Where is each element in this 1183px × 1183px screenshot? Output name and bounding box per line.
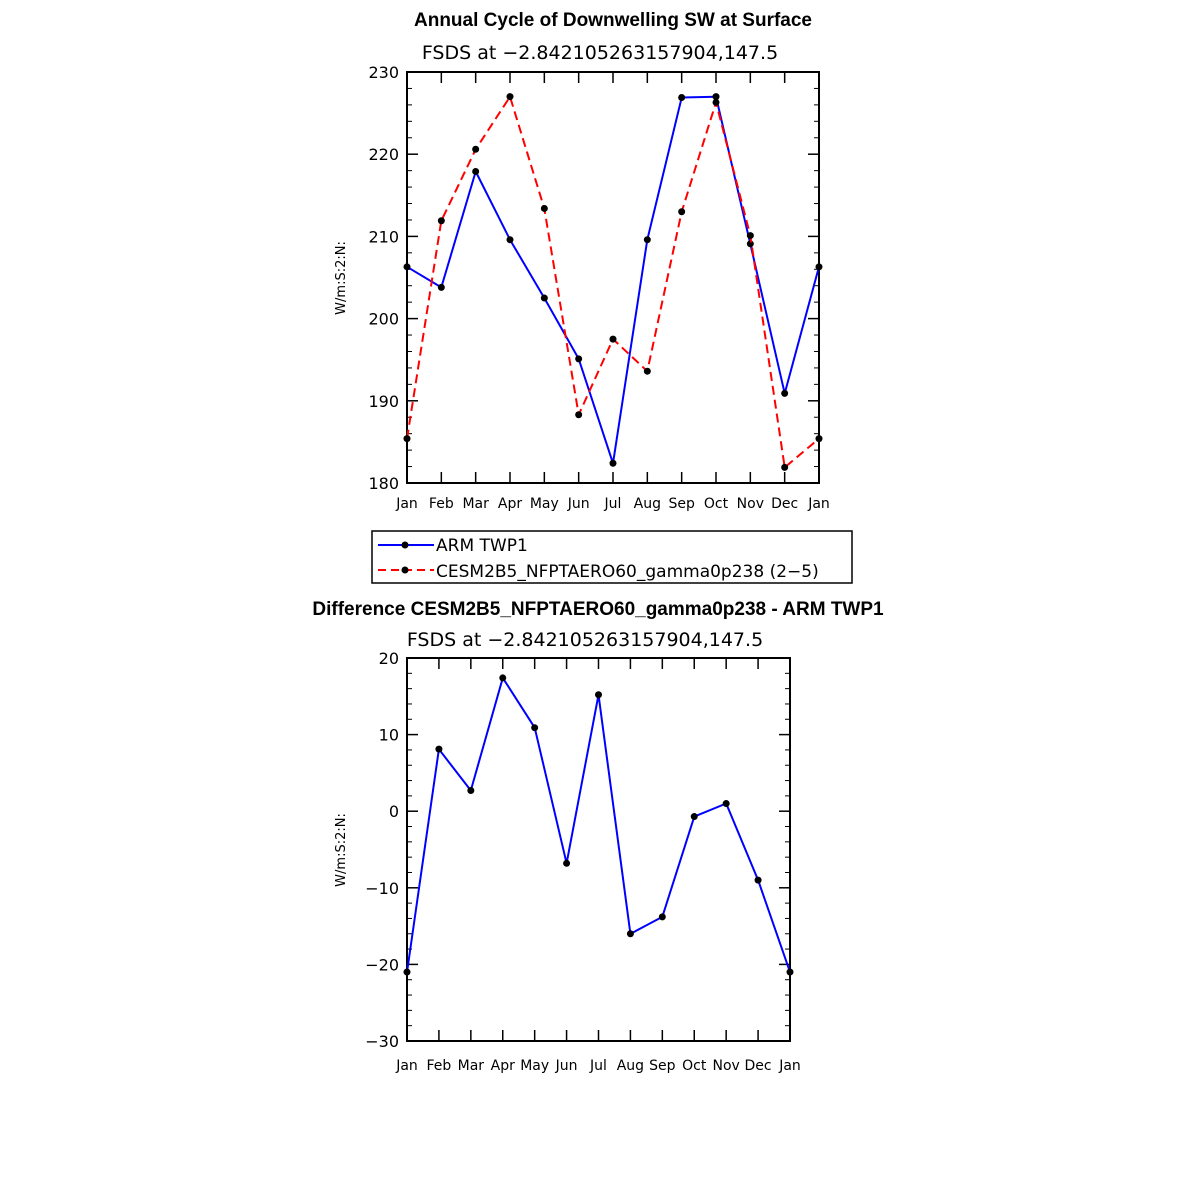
chart1-x-tick-label: Nov <box>736 496 764 512</box>
chart2-series-1-point <box>659 913 666 920</box>
chart2-series-1-point <box>467 787 474 794</box>
chart1-series-2-point <box>575 411 582 418</box>
chart1-x-tick-label: May <box>529 496 559 512</box>
chart1-series-2-point <box>781 464 788 471</box>
chart1-legend <box>372 531 852 583</box>
chart1-series-1-point <box>644 236 651 243</box>
chart2-series-1-point <box>595 691 602 698</box>
legend-label-arm: ARM TWP1 <box>436 536 528 556</box>
chart2-x-tick-label: Jan <box>396 1058 418 1074</box>
chart1-x-tick-label: Apr <box>497 496 523 512</box>
chart2-x-tick-label: Apr <box>490 1058 515 1074</box>
chart2-x-tick-label: Feb <box>426 1058 452 1074</box>
chart1-series-1-point <box>678 94 685 101</box>
chart2-x-tick-label: Jan <box>779 1058 801 1074</box>
chart1-series-2-point <box>541 205 548 212</box>
chart1-series-1-point <box>472 168 479 175</box>
legend-marker-arm <box>402 542 409 549</box>
chart1-y-tick-label: 190 <box>368 391 399 411</box>
chart1-x-tick-label: Aug <box>633 496 662 512</box>
chart2-x-tick-label: Sep <box>649 1058 676 1074</box>
chart1-series-2-point <box>404 435 411 442</box>
chart1-series-2-point <box>644 368 651 375</box>
chart2-x-tick-label: Jul <box>590 1058 607 1074</box>
chart2-x-tick-label: May <box>520 1058 550 1074</box>
chart1-y-tick-label: 230 <box>368 63 399 82</box>
chart1-x-tick-label: Mar <box>462 496 489 512</box>
chart1-series-2-point <box>472 146 479 153</box>
chart2-y-tick-label: 10 <box>378 725 399 745</box>
chart1-x-tick-label: Oct <box>703 496 729 512</box>
chart2-x-tick-label: Jun <box>555 1058 578 1074</box>
chart1-series-2-point <box>507 93 514 100</box>
chart2-series-1-point <box>531 724 538 731</box>
chart1-y-axis-label: W/m:S:2:N: <box>334 241 349 315</box>
chart1-y-tick-label: 200 <box>368 309 399 329</box>
chart2-series-1-point <box>627 930 634 937</box>
chart2-series-1-point <box>404 969 411 976</box>
chart1-x-tick-label: Sep <box>668 496 695 512</box>
chart2-series-1-point <box>691 813 698 820</box>
chart2-x-tick-label: Mar <box>457 1058 485 1074</box>
chart1-x-tick-label: Feb <box>428 496 454 512</box>
chart2-series-1-point <box>435 746 442 753</box>
chart1-series-2-point <box>816 435 823 442</box>
chart1-series-1-point <box>575 355 582 362</box>
chart2-x-tick-label: Oct <box>682 1058 707 1074</box>
chart1-series-1-point <box>816 263 823 270</box>
chart1-series-1-point <box>610 460 617 467</box>
chart2-y-tick-label: −30 <box>365 1032 399 1051</box>
chart2-title: Difference CESM2B5_NFPTAERO60_gamma0p238 - ARM TWP1 <box>312 599 884 620</box>
chart1-series-2-point <box>438 217 445 224</box>
chart1-subtitle: FSDS at −2.842105263157904,147.5 <box>421 42 779 64</box>
chart2-series-1-point <box>755 877 762 884</box>
chart1-series-2-point <box>747 232 754 239</box>
chart1-x-tick-label: Jan <box>396 496 418 512</box>
chart2-subtitle: FSDS at −2.842105263157904,147.5 <box>406 629 764 651</box>
chart1-series-1-point <box>507 236 514 243</box>
chart1-series-2-point <box>713 99 720 106</box>
chart2-x-tick-label: Aug <box>616 1058 645 1074</box>
chart1-y-tick-label: 210 <box>368 227 399 247</box>
legend-label-cesm: CESM2B5_NFPTAERO60_gamma0p238 (2−5) <box>436 562 819 582</box>
chart1-y-tick-label: 180 <box>368 474 399 493</box>
chart2-y-tick-label: 20 <box>378 649 399 668</box>
chart1-series-2-point <box>610 336 617 343</box>
legend-marker-cesm <box>402 567 409 574</box>
chart2-x-tick-label: Nov <box>712 1058 740 1074</box>
chart1-x-tick-label: Jan <box>808 496 830 512</box>
chart1-x-tick-label: Jul <box>604 496 622 512</box>
chart2-y-axis-label: W/m:S:2:N: <box>334 813 349 887</box>
chart1-series-1-point <box>541 295 548 302</box>
chart1-x-tick-label: Jun <box>567 496 590 512</box>
chart2-y-tick-label: −10 <box>365 878 399 898</box>
chart1-x-tick-label: Dec <box>771 496 799 512</box>
chart2-y-tick-label: −20 <box>365 955 399 975</box>
chart2-series-1-point <box>723 800 730 807</box>
chart1-series-1-point <box>438 284 445 291</box>
chart1-title: Annual Cycle of Downwelling SW at Surface <box>414 10 812 31</box>
chart2-y-tick-label: 0 <box>388 802 399 822</box>
chart1-series-1-point <box>781 390 788 397</box>
chart2-series-1-point <box>563 860 570 867</box>
chart2-series-1-point <box>787 969 794 976</box>
chart1-series-2-point <box>678 208 685 215</box>
chart2-x-tick-label: Dec <box>744 1058 772 1074</box>
chart1-series-1-point <box>404 263 411 270</box>
chart1-y-tick-label: 220 <box>368 145 399 165</box>
chart2-series-1-point <box>499 674 506 681</box>
